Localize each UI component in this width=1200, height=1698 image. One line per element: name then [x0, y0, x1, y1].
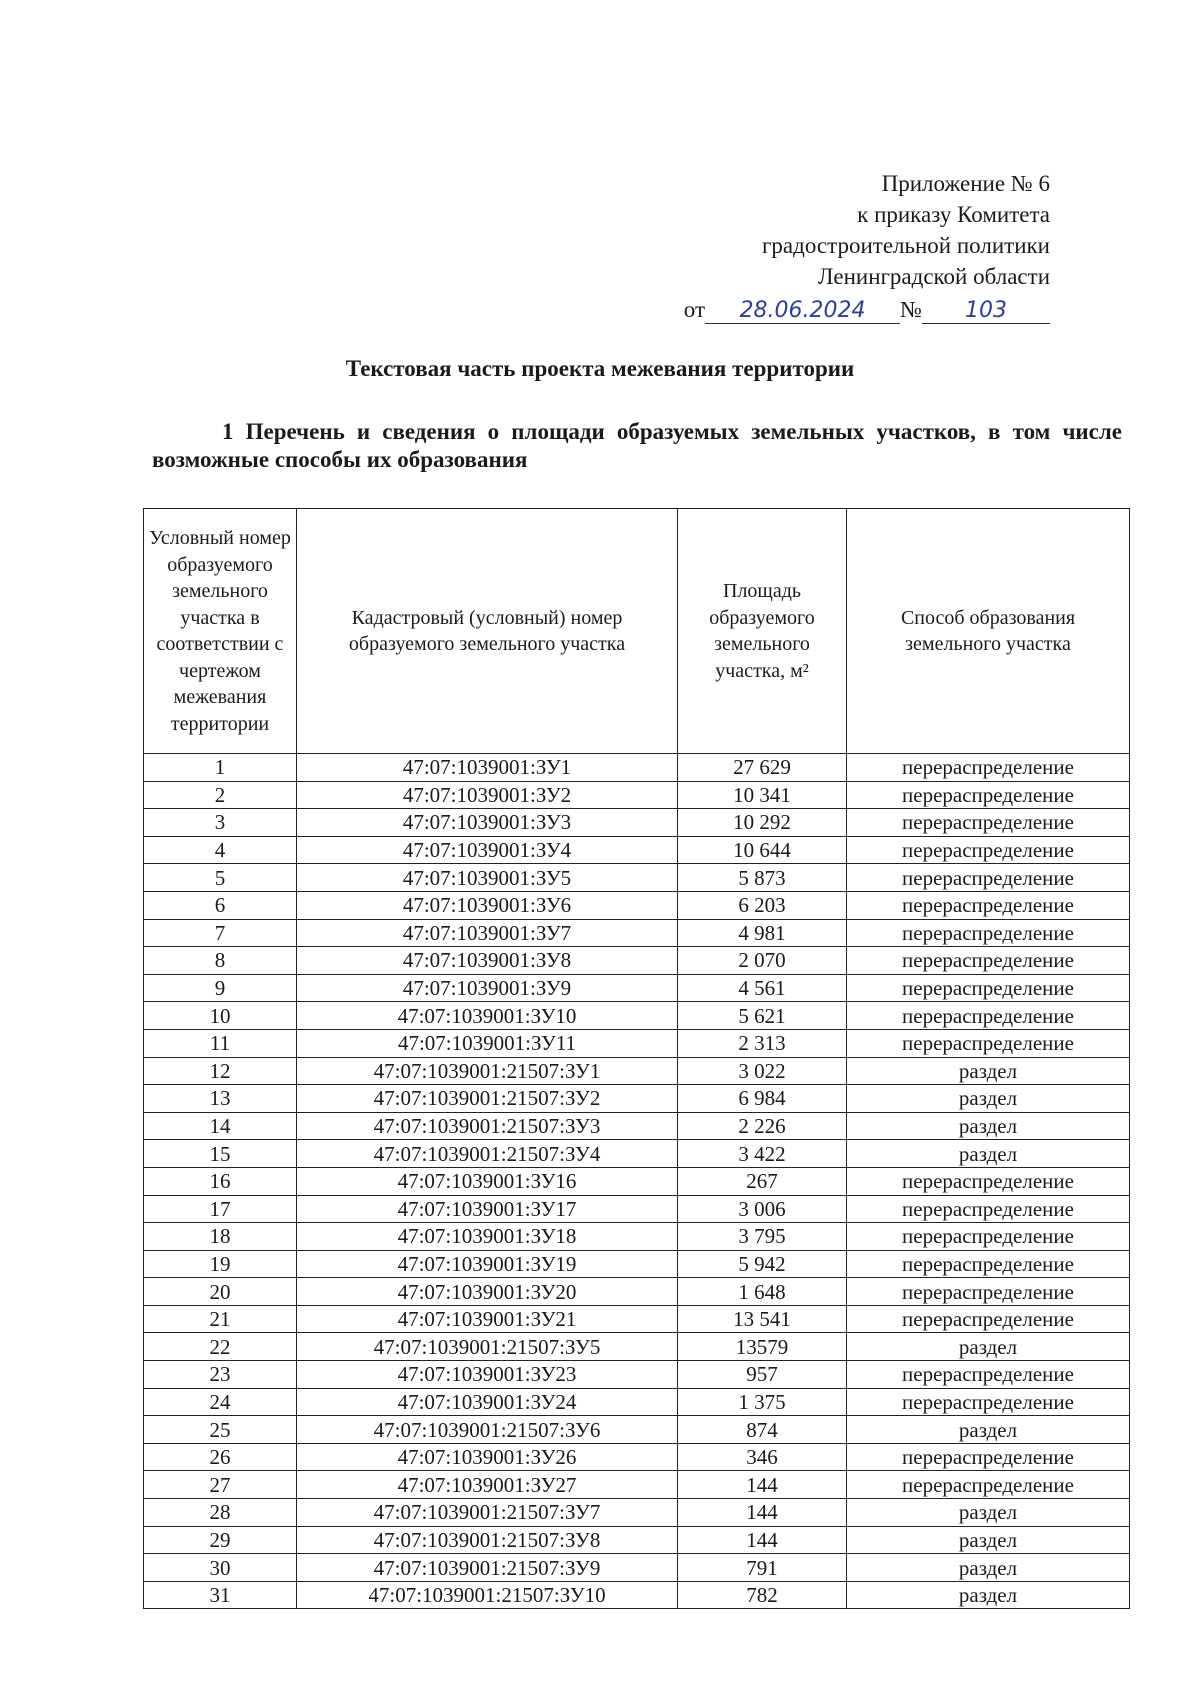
handwritten-number: 103 — [922, 299, 1050, 324]
table-row — [144, 864, 1130, 892]
table-row — [144, 1250, 1130, 1278]
table-row — [144, 836, 1130, 864]
cell-conditional-number: 27 — [144, 1471, 297, 1499]
cell-conditional-number: 21 — [144, 1305, 297, 1333]
table-row — [144, 1278, 1130, 1306]
cell-cadastral-number: 47:07:1039001:21507:ЗУ3 — [297, 1112, 678, 1140]
cell-conditional-number: 3 — [144, 809, 297, 837]
cell-formation-method: перераспределение — [847, 974, 1130, 1002]
document-title: Текстовая часть проекта межевания территории — [345, 356, 855, 381]
cell-area: 791 — [678, 1554, 847, 1582]
cell-cadastral-number: 47:07:1039001:21507:ЗУ8 — [297, 1526, 678, 1554]
cell-conditional-number: 17 — [144, 1195, 297, 1223]
column-header-conditional-number: Условный номер образуемого земельного участка в соответствии с чертежом межевания территории — [144, 509, 297, 754]
header-line: к приказу Комитета — [857, 202, 1050, 227]
table-row — [144, 1085, 1130, 1113]
cell-formation-method: раздел — [847, 1526, 1130, 1554]
cell-area: 5 873 — [678, 864, 847, 892]
cell-formation-method: перераспределение — [847, 1002, 1130, 1030]
cell-cadastral-number: 47:07:1039001:ЗУ1 — [297, 754, 678, 782]
cell-area: 5 942 — [678, 1250, 847, 1278]
order-date-number-line — [684, 294, 1050, 325]
cell-conditional-number: 19 — [144, 1250, 297, 1278]
cell-conditional-number: 5 — [144, 864, 297, 892]
cell-formation-method: раздел — [847, 1085, 1130, 1113]
table-row — [144, 1195, 1130, 1223]
cell-cadastral-number: 47:07:1039001:ЗУ17 — [297, 1195, 678, 1223]
cell-area: 346 — [678, 1443, 847, 1471]
cell-area: 6 984 — [678, 1085, 847, 1113]
header-line: Приложение № 6 — [881, 171, 1050, 196]
column-header-area: Площадь образуемого земельного участка, м² — [678, 509, 847, 754]
land-plots-table — [143, 508, 1130, 1609]
cell-formation-method: раздел — [847, 1581, 1130, 1609]
cell-area: 3 006 — [678, 1195, 847, 1223]
cell-formation-method: перераспределение — [847, 1250, 1130, 1278]
table-row — [144, 1581, 1130, 1609]
cell-cadastral-number: 47:07:1039001:21507:ЗУ7 — [297, 1499, 678, 1527]
cell-cadastral-number: 47:07:1039001:21507:ЗУ5 — [297, 1333, 678, 1361]
cell-area: 6 203 — [678, 891, 847, 919]
cell-conditional-number: 11 — [144, 1029, 297, 1057]
table-row — [144, 947, 1130, 975]
table-row — [144, 754, 1130, 782]
table-row — [144, 1029, 1130, 1057]
cell-cadastral-number: 47:07:1039001:ЗУ21 — [297, 1305, 678, 1333]
cell-formation-method: перераспределение — [847, 836, 1130, 864]
cell-formation-method: раздел — [847, 1554, 1130, 1582]
cell-formation-method: перераспределение — [847, 754, 1130, 782]
cell-area: 10 292 — [678, 809, 847, 837]
cell-formation-method: перераспределение — [847, 1223, 1130, 1251]
table-row — [144, 1361, 1130, 1389]
table-row — [144, 1223, 1130, 1251]
cell-area: 13579 — [678, 1333, 847, 1361]
cell-cadastral-number: 47:07:1039001:ЗУ9 — [297, 974, 678, 1002]
cell-cadastral-number: 47:07:1039001:ЗУ16 — [297, 1167, 678, 1195]
cell-cadastral-number: 47:07:1039001:ЗУ27 — [297, 1471, 678, 1499]
cell-cadastral-number: 47:07:1039001:ЗУ20 — [297, 1278, 678, 1306]
cell-cadastral-number: 47:07:1039001:ЗУ26 — [297, 1443, 678, 1471]
cell-cadastral-number: 47:07:1039001:21507:ЗУ4 — [297, 1140, 678, 1168]
from-label: от — [683, 297, 706, 322]
cell-conditional-number: 4 — [144, 836, 297, 864]
table-row — [144, 1002, 1130, 1030]
cell-formation-method: перераспределение — [847, 1443, 1130, 1471]
cell-conditional-number: 23 — [144, 1361, 297, 1389]
cell-formation-method: перераспределение — [847, 891, 1130, 919]
cell-formation-method: перераспределение — [847, 1278, 1130, 1306]
cell-formation-method: раздел — [847, 1112, 1130, 1140]
cell-formation-method: перераспределение — [847, 1471, 1130, 1499]
cell-formation-method: перераспределение — [847, 947, 1130, 975]
cell-conditional-number: 28 — [144, 1499, 297, 1527]
cell-cadastral-number: 47:07:1039001:21507:ЗУ9 — [297, 1554, 678, 1582]
cell-area: 10 644 — [678, 836, 847, 864]
cell-conditional-number: 15 — [144, 1140, 297, 1168]
cell-cadastral-number: 47:07:1039001:ЗУ6 — [297, 891, 678, 919]
table-row — [144, 919, 1130, 947]
cell-formation-method: перераспределение — [847, 864, 1130, 892]
cell-area: 2 313 — [678, 1029, 847, 1057]
cell-formation-method: перераспределение — [847, 1305, 1130, 1333]
table-row — [144, 1112, 1130, 1140]
cell-conditional-number: 26 — [144, 1443, 297, 1471]
cell-cadastral-number: 47:07:1039001:ЗУ3 — [297, 809, 678, 837]
cell-area: 5 621 — [678, 1002, 847, 1030]
table-row — [144, 891, 1130, 919]
cell-area: 1 648 — [678, 1278, 847, 1306]
cell-conditional-number: 29 — [144, 1526, 297, 1554]
cell-cadastral-number: 47:07:1039001:ЗУ18 — [297, 1223, 678, 1251]
cell-area: 874 — [678, 1416, 847, 1444]
cell-area: 144 — [678, 1471, 847, 1499]
table-row — [144, 1167, 1130, 1195]
cell-conditional-number: 13 — [144, 1085, 297, 1113]
cell-cadastral-number: 47:07:1039001:21507:ЗУ6 — [297, 1416, 678, 1444]
cell-cadastral-number: 47:07:1039001:ЗУ7 — [297, 919, 678, 947]
header-line: Ленинградской области — [817, 264, 1050, 289]
cell-area: 782 — [678, 1581, 847, 1609]
cell-conditional-number: 9 — [144, 974, 297, 1002]
cell-cadastral-number: 47:07:1039001:ЗУ8 — [297, 947, 678, 975]
cell-formation-method: перераспределение — [847, 919, 1130, 947]
cell-cadastral-number: 47:07:1039001:ЗУ19 — [297, 1250, 678, 1278]
cell-formation-method: раздел — [847, 1057, 1130, 1085]
table-row — [144, 1443, 1130, 1471]
cell-formation-method: перераспределение — [847, 809, 1130, 837]
number-label: № — [900, 297, 922, 322]
cell-area: 3 022 — [678, 1057, 847, 1085]
cell-area: 2 070 — [678, 947, 847, 975]
cell-conditional-number: 2 — [144, 781, 297, 809]
cell-conditional-number: 12 — [144, 1057, 297, 1085]
cell-conditional-number: 7 — [144, 919, 297, 947]
table-row — [144, 1333, 1130, 1361]
cell-conditional-number: 31 — [144, 1581, 297, 1609]
cell-formation-method: раздел — [847, 1499, 1130, 1527]
cell-conditional-number: 18 — [144, 1223, 297, 1251]
cell-formation-method: раздел — [847, 1333, 1130, 1361]
table-row — [144, 1471, 1130, 1499]
table-row — [144, 974, 1130, 1002]
cell-cadastral-number: 47:07:1039001:ЗУ2 — [297, 781, 678, 809]
table-row — [144, 1057, 1130, 1085]
cell-cadastral-number: 47:07:1039001:ЗУ24 — [297, 1388, 678, 1416]
table-row — [144, 781, 1130, 809]
section-title: 1 Перечень и сведения о площади образуемых земельных участков, в том числе возможные способы их образования — [152, 419, 1122, 472]
cell-formation-method: перераспределение — [847, 1361, 1130, 1389]
column-header-cadastral-number: Кадастровый (условный) номер образуемого земельного участка — [297, 509, 678, 754]
table-header-row — [144, 509, 1130, 754]
cell-cadastral-number: 47:07:1039001:ЗУ10 — [297, 1002, 678, 1030]
cell-area: 2 226 — [678, 1112, 847, 1140]
cell-formation-method: перераспределение — [847, 781, 1130, 809]
cell-formation-method: перераспределение — [847, 1388, 1130, 1416]
cell-conditional-number: 16 — [144, 1167, 297, 1195]
cell-cadastral-number: 47:07:1039001:ЗУ23 — [297, 1361, 678, 1389]
cell-cadastral-number: 47:07:1039001:21507:ЗУ1 — [297, 1057, 678, 1085]
cell-area: 3 422 — [678, 1140, 847, 1168]
handwritten-date: 28.06.2024 — [705, 299, 900, 324]
cell-cadastral-number: 47:07:1039001:ЗУ5 — [297, 864, 678, 892]
cell-conditional-number: 14 — [144, 1112, 297, 1140]
cell-area: 3 795 — [678, 1223, 847, 1251]
cell-cadastral-number: 47:07:1039001:21507:ЗУ2 — [297, 1085, 678, 1113]
cell-cadastral-number: 47:07:1039001:ЗУ11 — [297, 1029, 678, 1057]
cell-conditional-number: 8 — [144, 947, 297, 975]
table-row — [144, 1499, 1130, 1527]
header-line: градостроительной политики — [762, 233, 1050, 258]
cell-cadastral-number: 47:07:1039001:ЗУ4 — [297, 836, 678, 864]
cell-area: 4 981 — [678, 919, 847, 947]
cell-formation-method: раздел — [847, 1416, 1130, 1444]
cell-conditional-number: 6 — [144, 891, 297, 919]
cell-area: 13 541 — [678, 1305, 847, 1333]
cell-conditional-number: 1 — [144, 754, 297, 782]
cell-area: 144 — [678, 1499, 847, 1527]
cell-conditional-number: 25 — [144, 1416, 297, 1444]
cell-conditional-number: 24 — [144, 1388, 297, 1416]
appendix-header — [684, 168, 1050, 325]
table-row — [144, 1388, 1130, 1416]
cell-cadastral-number: 47:07:1039001:21507:ЗУ10 — [297, 1581, 678, 1609]
cell-area: 267 — [678, 1167, 847, 1195]
table-row — [144, 1140, 1130, 1168]
cell-area: 4 561 — [678, 974, 847, 1002]
cell-area: 1 375 — [678, 1388, 847, 1416]
cell-conditional-number: 22 — [144, 1333, 297, 1361]
cell-formation-method: перераспределение — [847, 1167, 1130, 1195]
cell-formation-method: перераспределение — [847, 1029, 1130, 1057]
cell-area: 10 341 — [678, 781, 847, 809]
cell-area: 27 629 — [678, 754, 847, 782]
table-row — [144, 809, 1130, 837]
cell-conditional-number: 10 — [144, 1002, 297, 1030]
table-row — [144, 1526, 1130, 1554]
cell-conditional-number: 30 — [144, 1554, 297, 1582]
column-header-formation-method: Способ образования земельного участка — [847, 509, 1130, 754]
cell-area: 957 — [678, 1361, 847, 1389]
table-row — [144, 1554, 1130, 1582]
table-row — [144, 1416, 1130, 1444]
table-body — [144, 754, 1130, 1609]
cell-conditional-number: 20 — [144, 1278, 297, 1306]
cell-formation-method: раздел — [847, 1140, 1130, 1168]
table-row — [144, 1305, 1130, 1333]
cell-area: 144 — [678, 1526, 847, 1554]
cell-formation-method: перераспределение — [847, 1195, 1130, 1223]
